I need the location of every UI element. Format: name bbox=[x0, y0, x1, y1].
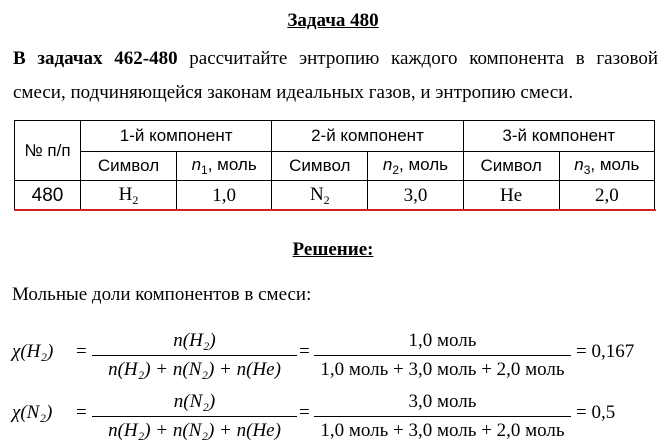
header-component-3: 3-й компонент bbox=[463, 121, 654, 152]
eq2-equals-2: = bbox=[299, 402, 310, 423]
eq1-numeric-fraction bbox=[314, 328, 571, 384]
cell-n1: 1,0 bbox=[176, 181, 271, 211]
header-symbol-3: Символ bbox=[463, 152, 559, 181]
table-bottom-red-line bbox=[14, 209, 656, 211]
eq1-equals: = bbox=[76, 341, 87, 362]
eq1-lhs: χ(H₂) bbox=[12, 341, 54, 362]
eq1-equals-2: = bbox=[299, 341, 310, 362]
header-symbol-1: Символ bbox=[80, 152, 176, 181]
eq1-numerator: n(H₂) bbox=[173, 330, 216, 351]
header-row-number: № п/п bbox=[15, 121, 81, 181]
header-n3: $n_3$, моль bbox=[559, 152, 654, 181]
eq2-denominator: n(H₂) + n(N₂) + n(He) bbox=[108, 420, 281, 441]
eq2-numerator: n(N₂) bbox=[173, 391, 216, 412]
problem-range: В задачах 462-480 bbox=[13, 48, 178, 69]
eq1-symbolic-fraction bbox=[92, 328, 297, 384]
eq2-numeric-denominator: 1,0 моль + 3,0 моль + 2,0 моль bbox=[320, 420, 565, 441]
cell-symbol-3: He bbox=[463, 181, 559, 211]
solution-title: Решение: bbox=[292, 239, 374, 260]
eq2-equals: = bbox=[76, 402, 87, 423]
eq2-lhs: χ(N₂) bbox=[12, 402, 53, 423]
header-component-2: 2-й компонент bbox=[272, 121, 463, 152]
eq2-symbolic-fraction bbox=[92, 389, 297, 445]
header-component-1: 1-й компонент bbox=[80, 121, 271, 152]
eq2-result: = 0,5 bbox=[576, 402, 616, 423]
problem-title: Задача 480 bbox=[287, 10, 379, 31]
cell-n2: 3,0 bbox=[368, 181, 463, 211]
equation-n2 bbox=[12, 389, 662, 445]
eq2-numeric-numerator: 3,0 моль bbox=[408, 391, 477, 412]
problem-text: рассчитайте энтропию каждого компонента в газовой смеси, подчиняющейся законам идеальных газов, и энтропию смеси. bbox=[13, 48, 659, 103]
eq1-numeric-numerator: 1,0 моль bbox=[408, 330, 477, 351]
problem-statement bbox=[13, 42, 658, 110]
eq2-numeric-fraction bbox=[314, 389, 571, 445]
components-table bbox=[14, 120, 655, 211]
cell-symbol-1: $H_2$ bbox=[80, 181, 176, 211]
eq1-denominator: n(H₂) + n(N₂) + n(He) bbox=[108, 359, 281, 380]
cell-n3: 2,0 bbox=[559, 181, 654, 211]
eq1-result: = 0,167 bbox=[576, 341, 635, 362]
header-n1: $n_1$, моль bbox=[176, 152, 271, 181]
header-n2: $n_2$, моль bbox=[368, 152, 463, 181]
header-symbol-2: Символ bbox=[272, 152, 368, 181]
equation-h2 bbox=[12, 328, 662, 384]
eq1-numeric-denominator: 1,0 моль + 3,0 моль + 2,0 моль bbox=[320, 359, 565, 380]
row-number: 480 bbox=[15, 181, 81, 211]
cell-symbol-2: $N_2$ bbox=[272, 181, 368, 211]
mole-fractions-intro: Мольные доли компонентов в смеси: bbox=[12, 284, 312, 305]
